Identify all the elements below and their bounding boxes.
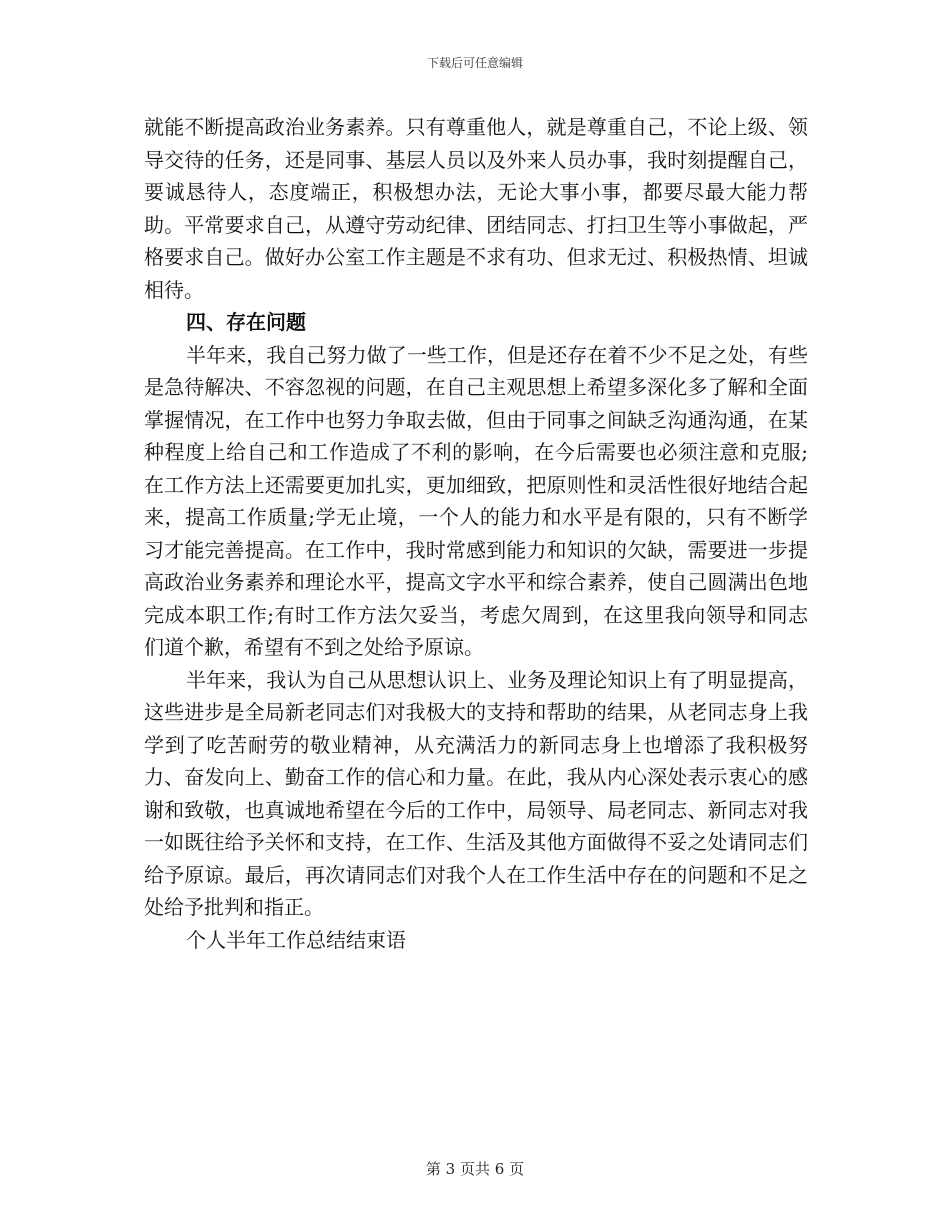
page-number-footer: 第 3 页共 6 页 bbox=[425, 1160, 525, 1178]
paragraph-problems: 半年来，我自己努力做了一些工作，但是还存在着不少不足之处，有些是急待解决、不容忽视的问题，在自己主观思想上希望多深化多了解和全面掌握情况，在工作中也努力争取去做，但由于同事之间缺乏沟通沟通，在某种程度上给自己和工作造成了不利的影响，在今后需要也必须注意和克服;在工作方法上还需要更加扎实，更加细致，把原则性和灵活性很好地结合起来，提高工作质量;学无止境，一个人的能力和水平是有限的，只有不断学习才能完善提高。在工作中，我时常感到能力和知识的欠缺，需要进一步提高政治业务素养和理论水平，提高文字水平和综合素养，使自己圆满出色地完成本职工作;有时工作方法欠妥当，考虑欠周到，在这里我向领导和同志们道个歉，希望有不到之处给予原谅。 bbox=[144, 342, 808, 659]
closing-title: 个人半年工作总结结束语 bbox=[186, 927, 406, 952]
paragraph-continuation: 就能不断提高政治业务素养。只有尊重他人，就是尊重自己，不论上级、领导交待的任务，还是同事、基层人员以及外来人员办事，我时刻提醒自己，要诚恳待人，态度端正，积极想办法，无论大事小事，都要尽最大能力帮助。平常要求自己，从遵守劳动纪律、团结同志、打扫卫生等小事做起，严格要求自己。做好办公室工作主题是不求有功、但求无过、积极热情、坦诚相待。 bbox=[144, 115, 808, 302]
paragraph-thanks: 半年来，我认为自己从思想认识上、业务及理论知识上有了明显提高，这些进步是全局新老同志们对我极大的支持和帮助的结果，从老同志身上我学到了吃苦耐劳的敬业精神，从充满活力的新同志身上也增添了我积极努力、奋发向上、勤奋工作的信心和力量。在此，我从内心深处表示衷心的感谢和致敬，也真诚地希望在今后的工作中，局领导、局老同志、新同志对我一如既往给予关怀和支持，在工作、生活及其他方面做得不妥之处请同志们给予原谅。最后，再次请同志们对我个人在工作生活中存在的问题和不足之处给予批判和指正。 bbox=[144, 667, 808, 919]
page-header-note: 下载后可任意编辑 bbox=[426, 56, 523, 70]
document-body bbox=[144, 111, 808, 956]
section-heading: 四、存在问题 bbox=[186, 310, 306, 334]
